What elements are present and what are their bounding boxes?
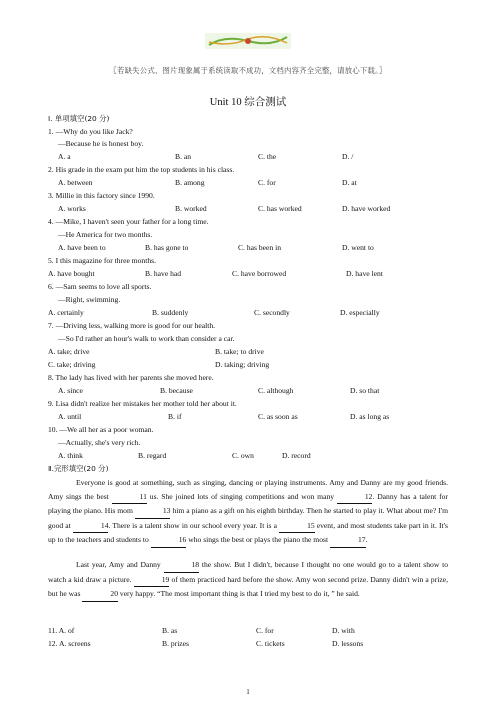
blank-11: 11 — [112, 490, 147, 505]
q8-option-d: D. so that — [350, 386, 380, 395]
q7-option-b: B. take; to drive — [215, 347, 264, 356]
q10-option-d: D. record — [282, 451, 311, 460]
p2-text-1: Last year, Amy and Danny — [76, 560, 161, 569]
q6-stem: 6. —Sam seems to love all sports. — [48, 282, 152, 291]
q10-stem: 10. —We all her as a poor woman. — [48, 425, 154, 434]
blank-17: 17 — [330, 533, 366, 548]
q1-option-c: C. the — [258, 152, 277, 161]
page-title: Unit 10 综合测试 — [209, 97, 287, 108]
q5-stem: 5. I this magazine for three months. — [48, 256, 156, 265]
q7-stem: 7. —Driving less, walking more is good for our health. — [48, 321, 216, 330]
q4-stem2: —He America for two months. — [58, 230, 153, 239]
q11-option-d: D. with — [332, 626, 355, 635]
q11-option-a: 11. A. of — [48, 626, 75, 635]
q6-option-d: D. especially — [340, 308, 380, 317]
q3-stem: 3. Millie in this factory since 1990. — [48, 191, 155, 200]
q9-option-c: C. as soon as — [258, 412, 298, 421]
blank-13: 13 — [135, 504, 171, 519]
q5-option-d: D. have lent — [346, 269, 383, 278]
q3-option-d: D. have worked — [342, 204, 391, 213]
q1-stem2: —Because he is honest boy. — [58, 139, 144, 148]
q2-option-a: A. between — [58, 178, 93, 187]
p1-text-6: event, and most students take part in it. It's up to the teachers and students to — [48, 520, 448, 545]
blank-16: 16 — [151, 533, 187, 548]
p1-text-5: . There is a talent show in our school every year. It is a — [108, 520, 277, 530]
page-number: 1 — [246, 688, 250, 696]
q8-option-a: A. since — [58, 386, 83, 395]
p2-text-3: of them practiced hard before the show. Amy won second prize. Danny didn't win a prize, but he was — [48, 574, 448, 599]
blank-12: 12 — [337, 490, 373, 505]
q5-option-a: A. have bought — [48, 269, 95, 278]
blank-14: 14 — [73, 519, 109, 534]
q9-stem: 9. Lisa didn't realize her mistakes her mother told her about it. — [48, 399, 237, 408]
p1-text-7: who sings the best or plays the piano the most — [188, 535, 329, 545]
blank-15: 15 — [279, 519, 315, 534]
q3-option-c: C. has worked — [258, 204, 302, 213]
q4-stem: 4. —Mike, I haven't seen your father for a long time. — [48, 217, 209, 226]
q2-option-b: B. among — [175, 178, 205, 187]
q9-option-b: B. if — [168, 412, 182, 421]
q12-option-a: 12. A. screens — [48, 639, 91, 648]
q4-option-b: B. has gone to — [145, 243, 189, 252]
q2-stem: 2. His grade in the exam put him the top students in his class. — [48, 165, 235, 174]
q9-option-d: D. as long as — [350, 412, 390, 421]
q7-option-a: A. take; drive — [48, 347, 90, 356]
q7-stem2: —So I'd rather an hour's walk to work than consider a car. — [58, 334, 235, 343]
q10-stem2: —Actually, she's very rich. — [58, 438, 141, 447]
q6-option-a: A. certainly — [48, 308, 84, 317]
section1-heading: Ⅰ. 单项填空(20 分) — [48, 114, 110, 123]
site-logo — [205, 33, 291, 49]
p1-text-3: . Danny has a talent for playing the piano. His mom — [48, 491, 448, 516]
q3-option-b: B. worked — [175, 204, 207, 213]
q5-option-b: B. have had — [145, 269, 182, 278]
q9-option-a: A. until — [58, 412, 82, 421]
p2-text-4: very happy. “The most important thing is that I tried my best to do it, ” he said. — [119, 589, 360, 599]
p1-text-1: Everyone is good at something, such as singing, dancing or playing instruments. Amy and Danny are my good friends. Amy sings the best — [48, 478, 448, 501]
p1-text-4: him a piano as a gift on his eighth birthday. Then he started to play it. What about me? I'm good at — [48, 506, 449, 530]
q12-option-d: D. lessons — [332, 639, 364, 648]
blank-19: 19 — [134, 573, 170, 588]
q6-stem2: —Right, swimming. — [58, 295, 121, 304]
section2-heading: Ⅱ.完形填空(20 分) — [48, 464, 109, 473]
q1-stem: 1. —Why do you like Jack? — [48, 127, 133, 136]
q10-option-a: A. think — [58, 451, 83, 460]
q7-option-c: C. take; driving — [48, 360, 96, 369]
q2-option-c: C. for — [258, 178, 276, 187]
q12-option-c: C. tickets — [256, 639, 285, 648]
blank-20: 20 — [82, 587, 118, 602]
q4-option-c: C. has been in — [238, 243, 282, 252]
q7-option-d: D. taking; driving — [215, 360, 270, 369]
p1-text-2: us. She joined lots of singing competitions and won many — [149, 491, 335, 501]
q1-option-d: D. / — [342, 152, 354, 161]
q8-option-b: B. because — [160, 386, 193, 395]
q4-option-d: D. went to — [342, 243, 374, 252]
q4-option-a: A. have been to — [58, 243, 106, 252]
blank-18: 18 — [164, 558, 200, 573]
q8-stem: 8. The lady has lived with her parents she moved here. — [48, 373, 214, 382]
q1-option-a: A. a — [58, 152, 71, 161]
q5-option-c: C. have borrowed — [232, 269, 287, 278]
missing-content-notice: 〖若缺失公式、图片现象属于系统读取不成功，文档内容齐全完整，请放心下载。〗 — [109, 66, 387, 75]
p2-text-2: the show. But I didn't, because I thought no one would go to a talent show to watch a kid draw a picture. — [48, 560, 449, 584]
q11-option-c: C. for — [256, 626, 274, 635]
q8-option-c: C. although — [258, 386, 294, 395]
q3-option-a: A. works — [58, 204, 86, 213]
cloze-paragraph-2 — [48, 558, 448, 602]
q12-option-b: B. prizes — [162, 639, 189, 648]
q1-option-b: B. an — [175, 152, 192, 161]
q11-option-b: B. as — [162, 626, 178, 635]
q10-option-b: B. regard — [138, 451, 167, 460]
q10-option-c: C. own — [232, 451, 254, 460]
cloze-paragraph-1 — [48, 476, 448, 548]
p1-text-8: . — [365, 535, 368, 545]
q2-option-d: D. at — [342, 178, 357, 187]
q6-option-b: B. suddenly — [152, 308, 189, 317]
q6-option-c: C. secondly — [254, 308, 290, 317]
